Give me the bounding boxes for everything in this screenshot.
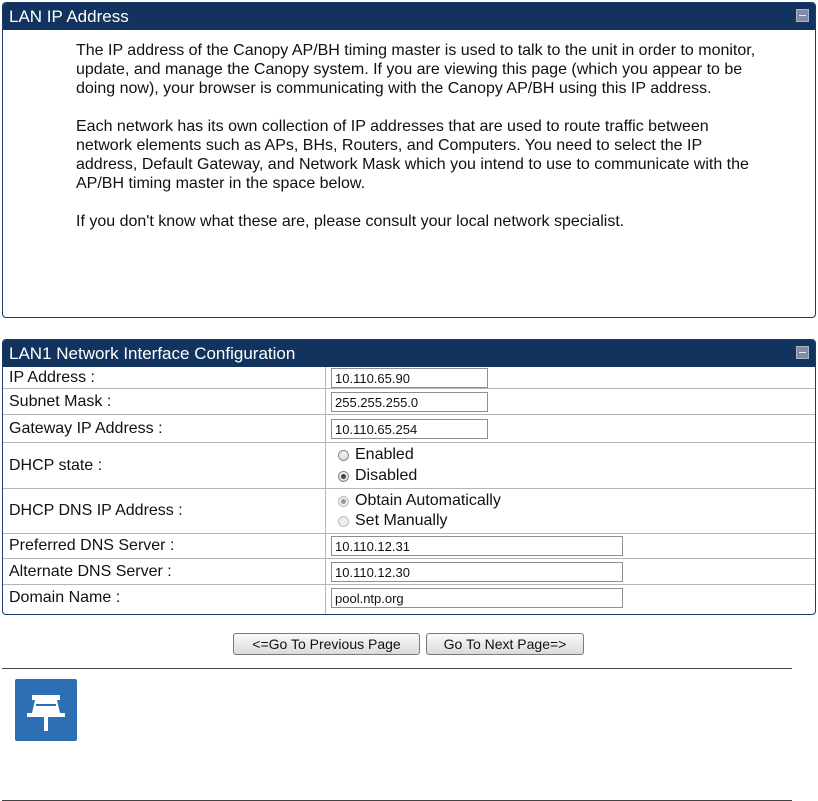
dns-obtain-automatically-radio[interactable] <box>338 496 349 507</box>
dhcp-enabled-label: Enabled <box>355 446 414 463</box>
dhcp-state-row <box>3 443 815 489</box>
intro-paragraph: The IP address of the Canopy AP/BH timing master is used to talk to the unit in order to monitor, update, and manage the Canopy system. If you are viewing this page (which you appear to be doing now), your browser is communicating with the Canopy AP/BH using this IP address. <box>76 42 756 97</box>
lan1-config-title: LAN1 Network Interface Configuration <box>9 344 296 363</box>
column-divider <box>325 585 326 614</box>
next-page-button[interactable]: Go To Next Page=> <box>426 633 584 655</box>
dhcp-dns-row <box>3 489 815 534</box>
dhcp-state-label: DHCP state : <box>9 457 103 474</box>
dns-obtain-automatically-option[interactable] <box>338 492 501 510</box>
column-divider <box>325 367 326 388</box>
subnet-mask-input[interactable] <box>331 392 488 412</box>
column-divider <box>325 489 326 533</box>
preferred-dns-input[interactable] <box>331 536 623 556</box>
dhcp-disabled-radio[interactable] <box>338 471 349 482</box>
alternate-dns-row <box>3 559 815 585</box>
intro-text <box>76 41 756 250</box>
dhcp-disabled-label: Disabled <box>355 467 418 484</box>
dhcp-dns-label: DHCP DNS IP Address : <box>9 502 183 519</box>
subnet-mask-row <box>3 389 815 415</box>
note-top-rule <box>2 668 792 669</box>
column-divider <box>325 443 326 488</box>
alternate-dns-input[interactable] <box>331 562 623 582</box>
intro-paragraph: Each network has its own collection of IP addresses that are used to route traffic between network elements such as APs, BHs, Routers, and Computers. You need to select the IP address, Default Gateway, and Network Mask which you intend to use to communicate with the AP/BH timing master in the space below. <box>76 118 749 192</box>
ip-address-input[interactable] <box>331 368 488 388</box>
dns-set-manually-label: Set Manually <box>355 512 448 529</box>
gateway-input[interactable] <box>331 419 488 439</box>
note-pin-icon <box>15 679 77 741</box>
dns-set-manually-radio[interactable] <box>338 516 349 527</box>
gateway-label: Gateway IP Address : <box>9 420 163 437</box>
ip-address-row <box>3 367 815 389</box>
preferred-dns-row <box>3 534 815 559</box>
lan-ip-address-header <box>3 3 815 30</box>
domain-name-input[interactable] <box>331 588 623 608</box>
column-divider <box>325 389 326 414</box>
preferred-dns-label: Preferred DNS Server : <box>9 537 175 554</box>
collapse-icon[interactable] <box>796 346 809 359</box>
column-divider <box>325 415 326 442</box>
intro-paragraph: If you don't know what these are, please consult your local network specialist. <box>76 213 625 230</box>
gateway-row <box>3 415 815 443</box>
ip-address-label: IP Address : <box>9 369 95 386</box>
column-divider <box>325 534 326 558</box>
dhcp-disabled-option[interactable] <box>338 467 417 485</box>
previous-page-button[interactable]: <=Go To Previous Page <box>233 633 420 655</box>
dns-set-manually-option[interactable] <box>338 512 448 530</box>
subnet-mask-label: Subnet Mask : <box>9 393 112 410</box>
dns-obtain-automatically-label: Obtain Automatically <box>355 492 501 509</box>
collapse-icon[interactable] <box>796 9 809 22</box>
dhcp-enabled-option[interactable] <box>338 446 414 464</box>
domain-name-label: Domain Name : <box>9 589 121 606</box>
lan1-config-panel <box>2 339 816 615</box>
lan-ip-address-title: LAN IP Address <box>9 7 129 26</box>
dhcp-enabled-radio[interactable] <box>338 450 349 461</box>
column-divider <box>325 559 326 584</box>
lan1-config-header <box>3 340 815 367</box>
domain-name-row <box>3 585 815 614</box>
lan-ip-address-panel <box>2 2 816 318</box>
alternate-dns-label: Alternate DNS Server : <box>9 563 172 580</box>
